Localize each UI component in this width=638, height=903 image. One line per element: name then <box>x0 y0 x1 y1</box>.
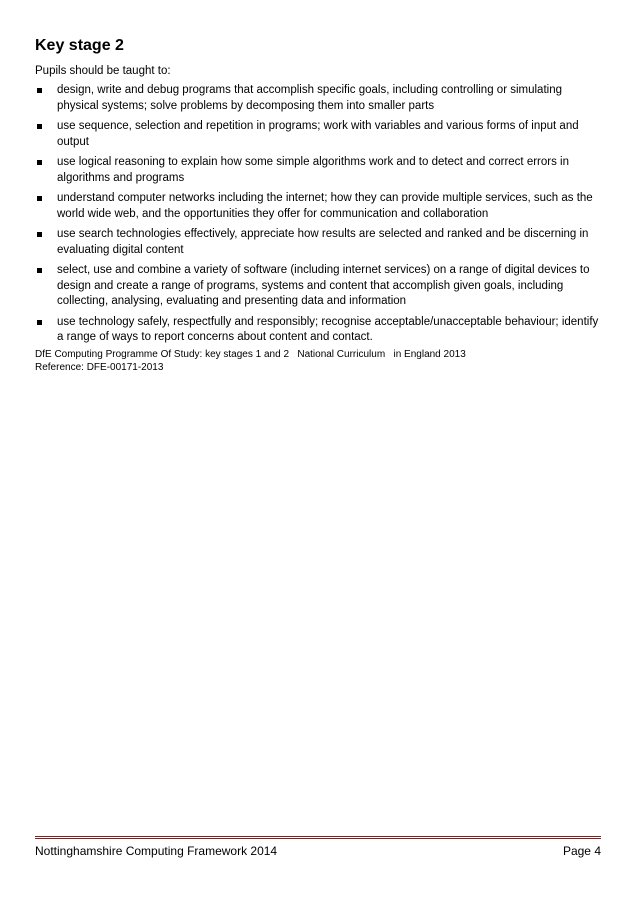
reference-line-2: Reference: DFE-00171-2013 <box>35 362 164 373</box>
square-bullet-icon <box>37 124 42 129</box>
source-reference <box>35 348 466 374</box>
square-bullet-icon <box>37 160 42 165</box>
bullet-text: use logical reasoning to explain how some simple algorithms work and to detect and correct errors in algorithms and programs <box>57 156 570 184</box>
footer-divider <box>35 836 601 839</box>
section-heading: Key stage 2 <box>35 37 124 54</box>
bullet-list <box>35 83 600 351</box>
list-item <box>35 191 600 222</box>
intro-text: Pupils should be taught to: <box>35 65 171 77</box>
bullet-text: use search technologies effectively, appreciate how results are selected and ranked and be discerning in evaluating digital content <box>57 228 589 256</box>
list-item <box>35 83 600 114</box>
bullet-text: use technology safely, respectfully and responsibly; recognise acceptable/unacceptable behaviour; identify a range of ways to report concerns about content and contact. <box>57 315 599 343</box>
list-item <box>35 227 600 258</box>
square-bullet-icon <box>37 196 42 201</box>
list-item <box>35 155 600 186</box>
square-bullet-icon <box>37 320 42 325</box>
square-bullet-icon <box>37 88 42 93</box>
square-bullet-icon <box>37 268 42 273</box>
list-item <box>35 315 600 346</box>
list-item <box>35 263 600 310</box>
reference-line-1: DfE Computing Programme Of Study: key stages 1 and 2 National Curriculum in England 2013 <box>35 349 466 360</box>
bullet-text: select, use and combine a variety of software (including internet services) on a range of digital devices to design and create a range of programs, systems and content that accomplish given goals, including collecting, analysing, evaluating and presenting data and information <box>57 264 590 307</box>
bullet-text: understand computer networks including the internet; how they can provide multiple services, such as the world wide web, and the opportunities they offer for communication and collaboration <box>57 192 593 220</box>
list-item <box>35 119 600 150</box>
bullet-text: use sequence, selection and repetition in programs; work with variables and various forms of input and output <box>57 120 579 148</box>
footer-title: Nottinghamshire Computing Framework 2014 <box>35 844 278 858</box>
bullet-text: design, write and debug programs that accomplish specific goals, including controlling or simulating physical systems; solve problems by decomposing them into smaller parts <box>57 84 562 112</box>
page-number: Page 4 <box>562 844 601 858</box>
square-bullet-icon <box>37 232 42 237</box>
